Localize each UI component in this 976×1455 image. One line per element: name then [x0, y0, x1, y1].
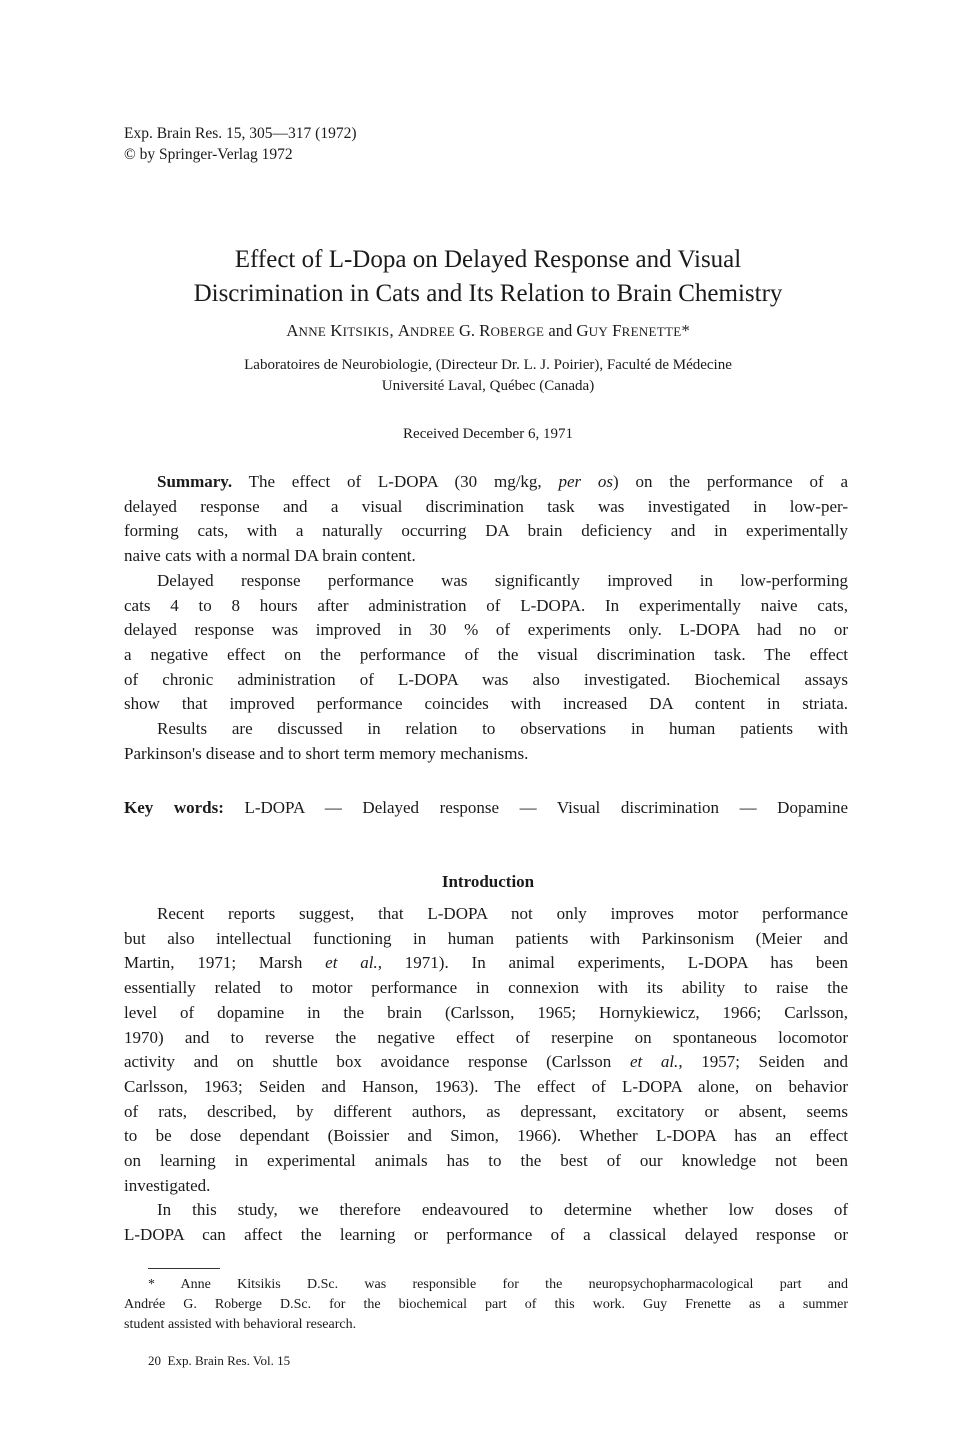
keywords: [124, 796, 848, 821]
author-1: ANNE KITSIKIS: [286, 321, 390, 340]
text-line: 1970) and to reverse the negative effect of reserpine on spontaneous locomotor: [124, 1027, 848, 1047]
text-line: but also intellectual functioning in human patients with Parkinsonism (Meier and: [124, 928, 848, 948]
text-line: et al.: [629, 1052, 679, 1072]
received-date: Received December 6, 1971: [403, 426, 573, 442]
text-line: naive cats with a normal DA brain content.: [124, 546, 416, 566]
keywords-text: L-DOPA — Delayed response — Visual discrimination — Dopamine: [223, 798, 848, 817]
page-footer: [148, 1352, 290, 1370]
author-separator: and: [544, 321, 577, 340]
text-line: a negative effect on the performance of the visual discrimination task. The effect: [124, 644, 848, 664]
text-line: Delayed response performance was significantly improved in low-performing: [157, 570, 848, 590]
text-line: Carlsson, 1963; Seiden and Hanson, 1963). The effect of L-DOPA alone, on behavior: [124, 1076, 848, 1096]
text-line: Recent reports suggest, that L-DOPA not only improves motor performance: [157, 904, 848, 923]
text-line: level of dopamine in the brain (Carlsson, 1965; Hornykiewicz, 1966; Carlsson,: [124, 1002, 848, 1022]
article-title: [0, 243, 976, 311]
text-line: per os: [558, 472, 614, 491]
text-line: of rats, described, by different authors, as depressant, excitatory or absent, seems: [124, 1101, 848, 1121]
journal-copyright: © by Springer-Verlag 1972: [124, 146, 293, 163]
text-line: Results are discussed in relation to observations in human patients with: [157, 719, 848, 739]
intro-paragraph-1: [124, 902, 848, 1198]
footnote-rule: [148, 1268, 220, 1269]
text-line: L-DOPA can affect the learning or performance of a classical delayed response or: [124, 1225, 848, 1245]
text-line: delayed response was improved in 30 % of experiments only. L-DOPA had no or: [124, 620, 848, 640]
footnote-mark: *: [681, 321, 690, 340]
author-3: GUY FRENETTE*: [576, 321, 690, 340]
summary: [124, 470, 848, 766]
text-line: , 1957; Seiden and: [678, 1052, 848, 1072]
text-line: to be dose dependant (Boissier and Simon, 1966). Whether L-DOPA has an effect: [124, 1126, 848, 1146]
title-line-2: Discrimination in Cats and Its Relation to Brain Chemistry: [193, 280, 783, 307]
summary-paragraph-2: [124, 569, 848, 717]
text-line: The effect of L-DOPA (30 mg/kg,: [232, 472, 559, 491]
author-2: ANDREE G. ROBERGE: [397, 321, 545, 340]
journal-citation: Exp. Brain Res. 15, 305—317 (1972): [124, 125, 357, 142]
section-heading-introduction: Introduction: [441, 872, 535, 891]
keywords-label: Key words:: [124, 798, 224, 817]
text-line: Parkinson's disease and to short term memory mechanisms.: [124, 743, 529, 763]
page-number: 20: [148, 1353, 161, 1368]
text-line: cats 4 to 8 hours after administration of L-DOPA. In experimentally naive cats,: [124, 595, 848, 615]
text-line: investigated.: [124, 1175, 211, 1195]
text-line: of chronic administration of L-DOPA was also investigated. Biochemical assays: [124, 669, 848, 689]
footnote: * Anne Kitsikis D.Sc. was responsible for the neuropsychopharmacological part and Andrée G. Roberge D.Sc. for the biochemical part of this work. Guy Frenette as a summer student assisted with behavioral research.: [124, 1277, 848, 1332]
text-line: [124, 796, 848, 821]
text-line: essentially related to motor performance in connexion with its ability to raise the: [124, 978, 848, 998]
text-line: , 1971). In animal experiments, L-DOPA has been: [377, 953, 849, 973]
journal-header: [124, 123, 356, 165]
text-line: forming cats, with a naturally occurring DA brain deficiency and in experimentally: [124, 521, 848, 541]
text-line: show that improved performance coincides with increased DA content in striata.: [124, 694, 848, 714]
author-list: [0, 320, 976, 343]
text-line: et al.: [325, 953, 378, 973]
text-line: [124, 1050, 848, 1075]
text-line: [124, 470, 848, 495]
text-line: ) on the performance of a: [613, 472, 848, 491]
intro-paragraph-2: [124, 1198, 848, 1247]
text-line: [124, 951, 848, 976]
affiliation: Laboratoires de Neurobiologie, (Directeur Dr. L. J. Poirier), Faculté de Médecine Université Laval, Québec (Canada): [244, 357, 732, 394]
author-separator: ,: [389, 321, 398, 340]
text-line: on learning in experimental animals has to the best of our knowledge not been: [124, 1151, 848, 1171]
summary-paragraph-1: [124, 470, 848, 569]
summary-paragraph-3: [124, 717, 848, 766]
title-line-1: Effect of L-Dopa on Delayed Response and Visual: [234, 246, 742, 273]
text-line: activity and on shuttle box avoidance response (Carlsson: [124, 1052, 630, 1072]
introduction-body: [124, 902, 848, 1248]
text-line: Martin, 1971; Marsh: [124, 953, 326, 973]
text-line: delayed response and a visual discrimination task was investigated in low-per-: [124, 496, 848, 516]
text-line: In this study, we therefore endeavoured to determine whether low doses of: [157, 1200, 848, 1220]
summary-label: Summary.: [157, 472, 233, 491]
footer-journal: Exp. Brain Res. Vol. 15: [167, 1353, 291, 1368]
